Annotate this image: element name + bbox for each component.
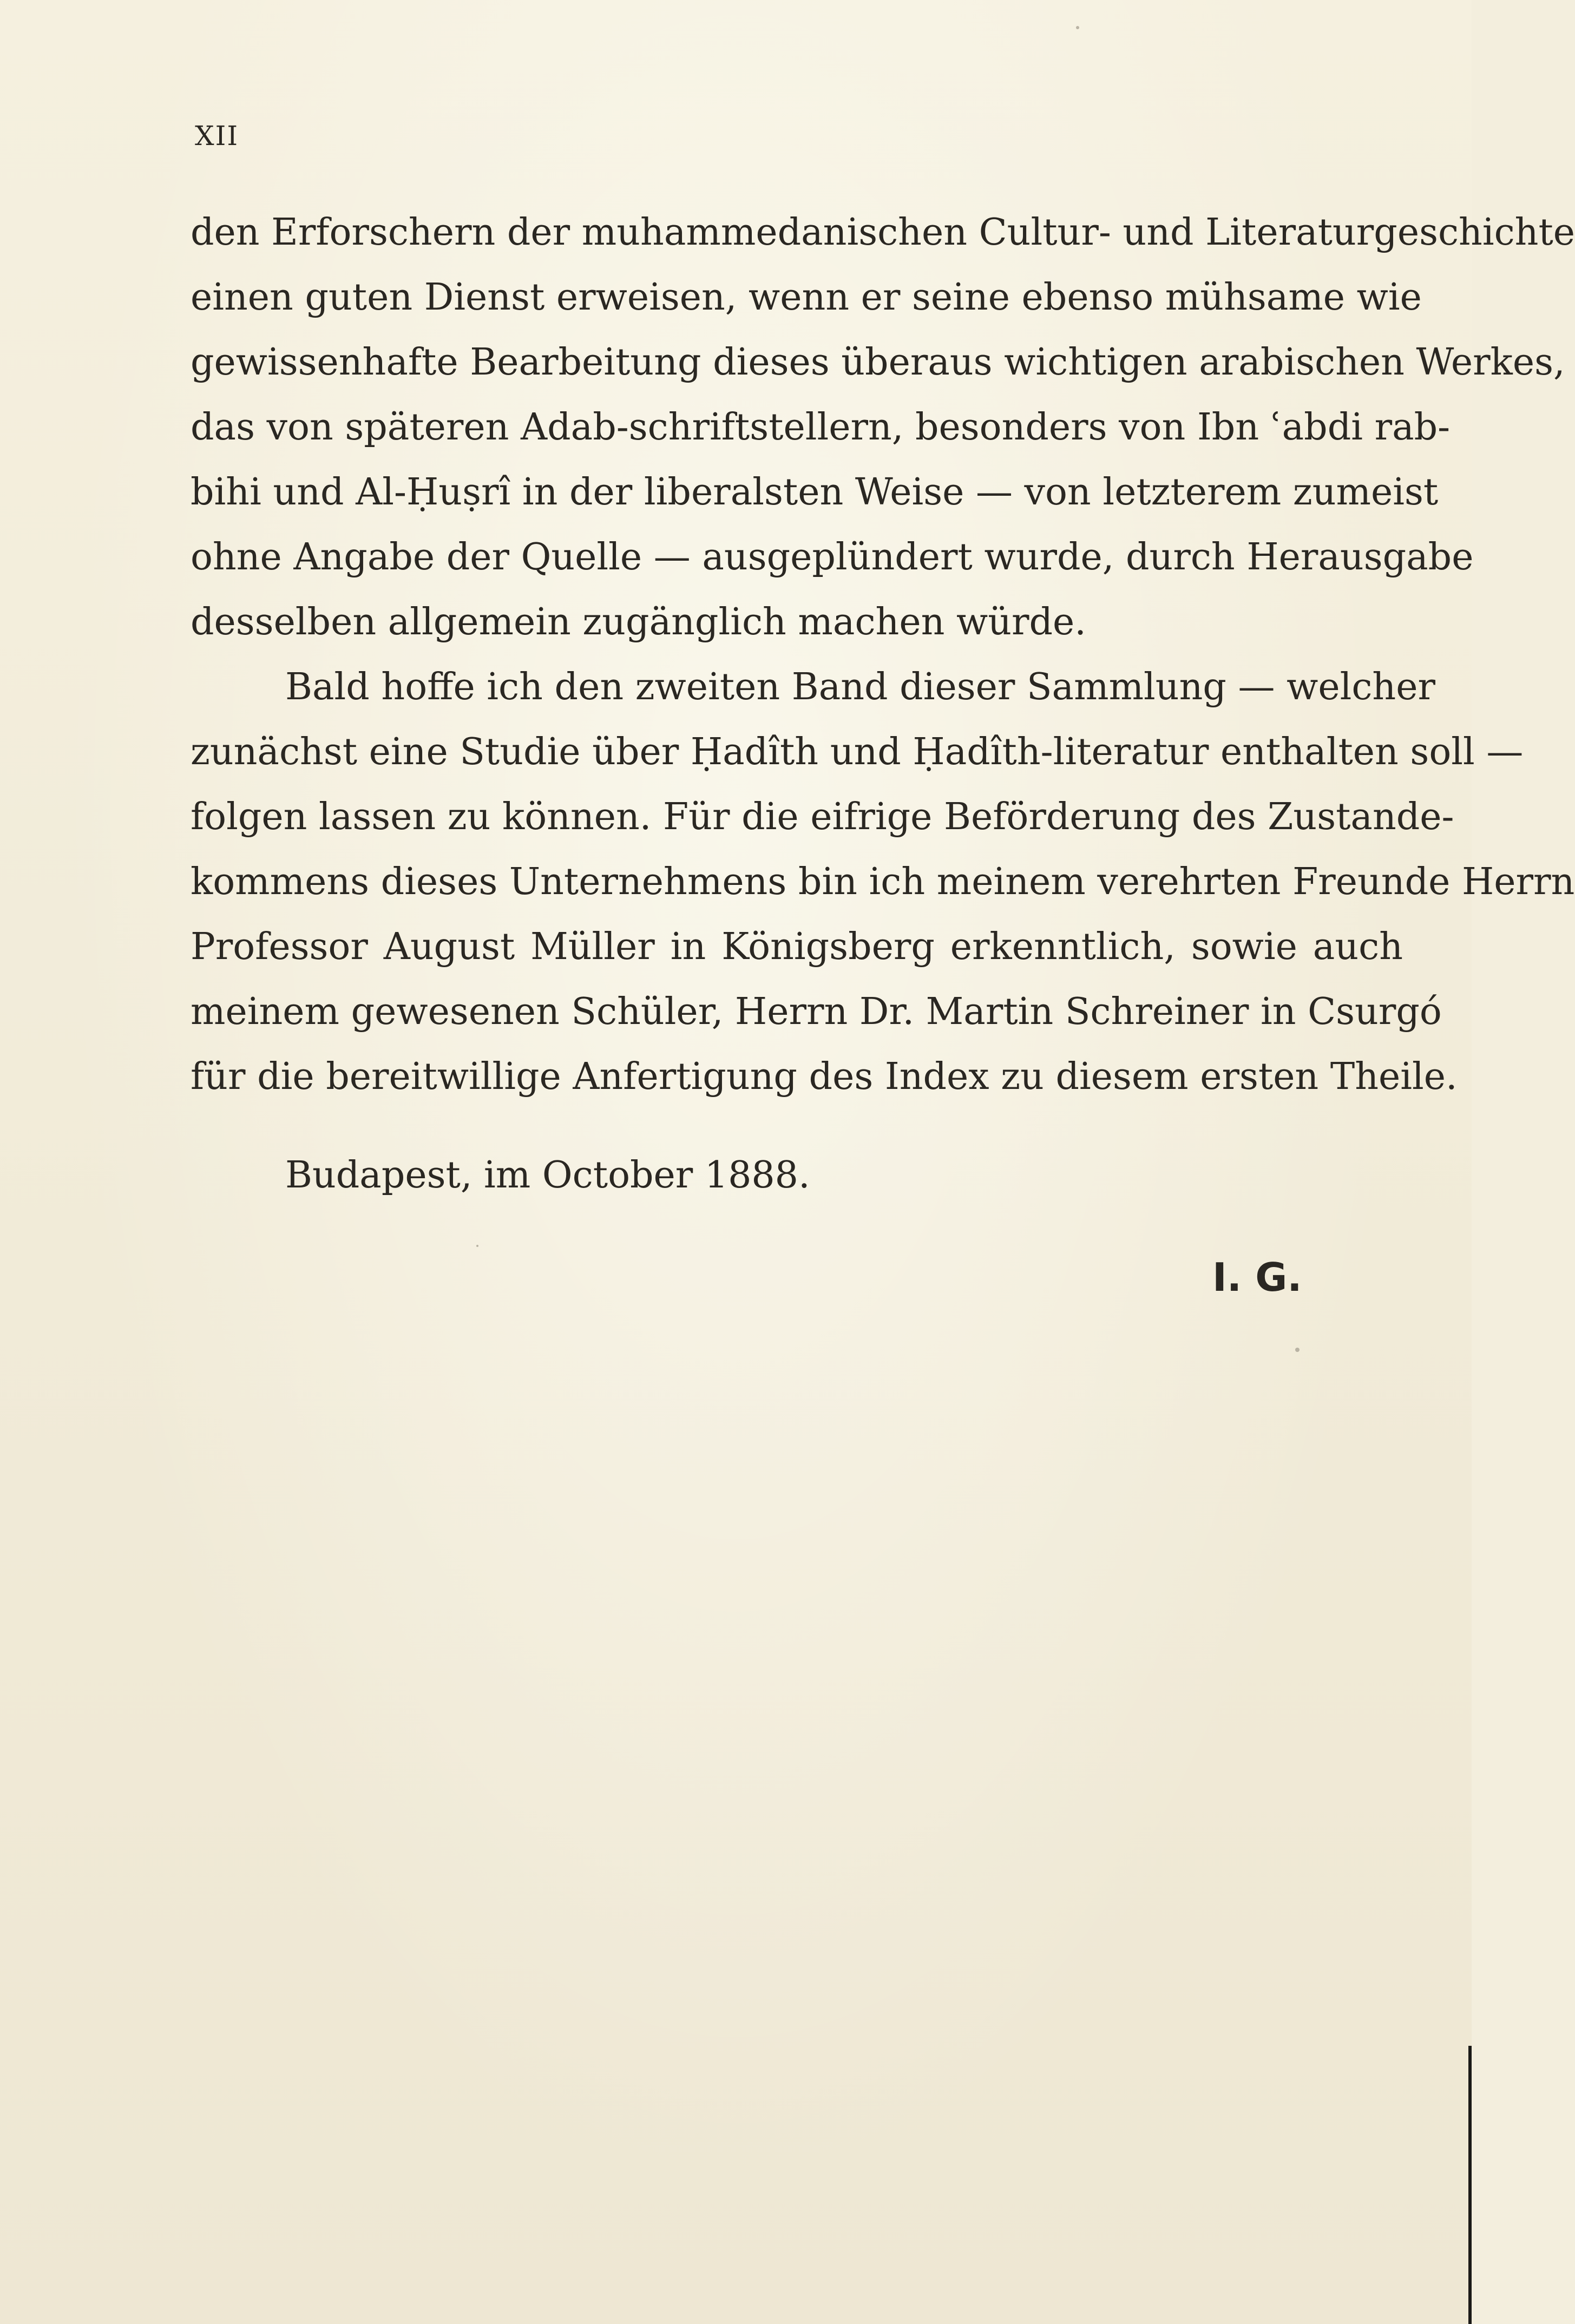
text-line: meinem gewesenen Schüler, Herrn Dr. Martin Schreiner in Csurgó — [191, 990, 1442, 1033]
text-line: gewissenhafte Bearbeitung dieses überaus wichtigen arabischen Werkes, — [191, 341, 1565, 384]
dateline: Budapest, im October 1888. — [285, 1154, 810, 1197]
paper-speck — [1295, 1348, 1300, 1352]
text-line: bihi und Al-Ḥuṣrî in der liberalsten Weise — von letzterem zumeist — [191, 471, 1439, 514]
text-line: den Erforschern der muhammedanischen Cultur- und Literaturgeschichte — [191, 211, 1575, 254]
preface-text — [191, 200, 1575, 1110]
paper-speck — [1076, 26, 1079, 29]
text-line: folgen lassen zu können. Für die eifrige Beförderung des Zustande- — [191, 796, 1454, 838]
text-line: desselben allgemein zugänglich machen würde. — [191, 601, 1086, 644]
text-line: einen guten Dienst erweisen, wenn er seine ebenso mühsame wie — [191, 276, 1422, 319]
text-line: ohne Angabe der Quelle — ausgeplündert wurde, durch Herausgabe — [191, 536, 1474, 579]
page-number: XII — [195, 120, 239, 152]
text-line: kommens dieses Unternehmens bin ich meinem verehrten Freunde Herrn — [191, 861, 1575, 903]
signature: I. G. — [1212, 1255, 1302, 1300]
text-line: für die bereitwillige Anfertigung des Index zu diesem ersten Theile. — [191, 1055, 1458, 1098]
text-line: das von späteren Adab-schriftstellern, besonders von Ibn ʿabdi rab- — [191, 406, 1451, 449]
text-line: Professor August Müller in Königsberg erkenntlich, sowie auch — [191, 925, 1403, 968]
paper-speck — [476, 1245, 478, 1247]
page-edge-shadow — [1468, 2046, 1472, 2324]
text-line: zunächst eine Studie über Ḥadîth und Ḥadîth-literatur enthalten soll — — [191, 731, 1524, 773]
text-line: Bald hoffe ich den zweiten Band dieser Sammlung — welcher — [285, 666, 1435, 708]
